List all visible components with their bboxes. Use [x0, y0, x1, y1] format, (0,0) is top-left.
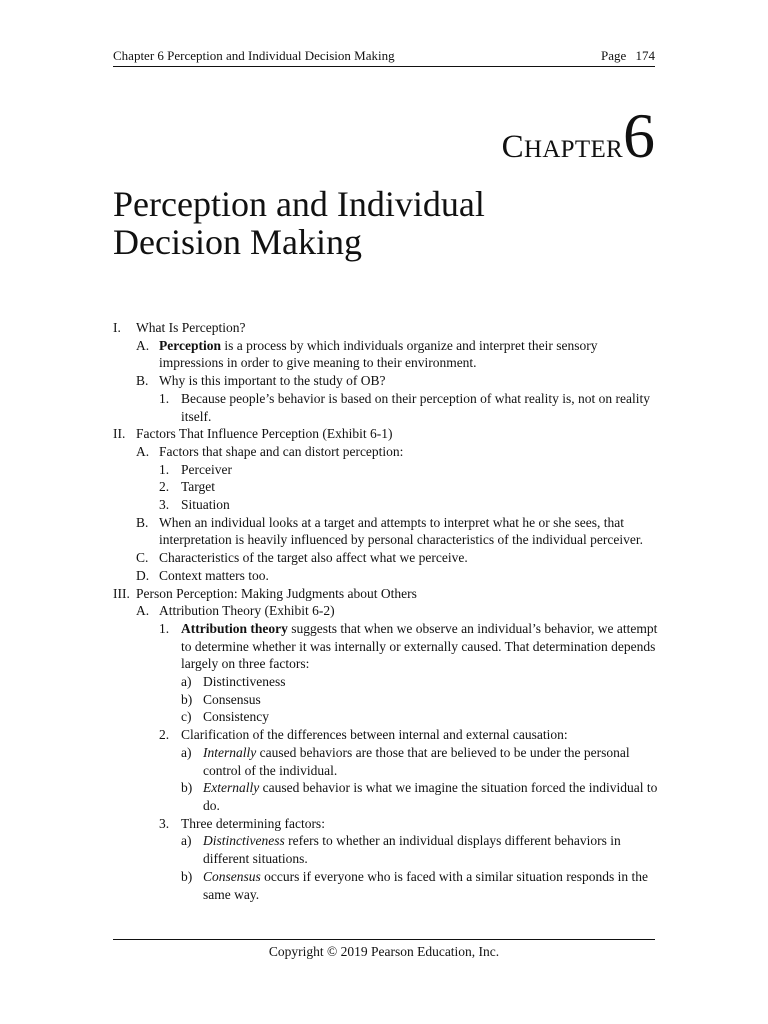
chapter-heading [501, 100, 655, 182]
chapter-number: 6 [623, 100, 655, 171]
item-text-rest: caused behaviors are those that are believed to be under the personal control of the individual. [203, 744, 630, 778]
outline-item-i-b-1 [113, 390, 658, 425]
outline-item-iii [113, 585, 658, 603]
item-label: II. [113, 426, 126, 442]
item-label: 3. [159, 815, 170, 831]
chapter-word-rest: HAPTER [523, 136, 623, 163]
chapter-word [501, 129, 623, 165]
outline-item-i-a [113, 337, 658, 372]
item-label: I. [113, 320, 121, 335]
outline-item-ii-d [113, 567, 658, 585]
item-text-rest: suggests that when we observe an individual’s behavior, we attempt to determine whether it was internally or externally caused. That determination depends largely on three factors: [181, 620, 658, 672]
item-label: 1. [159, 461, 170, 477]
header-page-number: 174 [635, 48, 655, 63]
item-label: 3. [159, 497, 170, 513]
item-label: C. [136, 550, 149, 566]
outline-item-ii [113, 425, 658, 443]
item-text: Person Perception: Making Judgments about Others [136, 585, 417, 601]
item-label: B. [136, 514, 149, 530]
item-label: b) [181, 868, 193, 884]
item-label: A. [136, 337, 150, 353]
outline-item-iii-a-3-b [113, 868, 658, 903]
item-label: 1. [159, 390, 170, 406]
outline-item-ii-a-3 [113, 496, 658, 514]
item-text: Because people’s behavior is based on their perception of what reality is, not on reality itself. [181, 390, 650, 424]
item-text-rest: refers to whether an individual displays different behaviors in different situations. [203, 833, 621, 867]
item-text [203, 744, 658, 779]
item-text: Distinctiveness [203, 674, 286, 690]
title-line-1: Perception and Individual [113, 184, 485, 224]
outline-item-ii-c [113, 549, 658, 567]
outline-item-iii-a-3-a [113, 832, 658, 867]
item-text-rest: occurs if everyone who is faced with a similar situation responds in the same way. [203, 868, 649, 902]
outline-item-iii-a-1-a [113, 673, 658, 691]
item-text: Consensus [203, 691, 261, 707]
header-page-label: Page [600, 48, 627, 63]
outline-item-iii-a-2-a [113, 744, 658, 779]
outline-item-i [113, 319, 658, 337]
item-text [159, 337, 658, 372]
item-text: Perceiver [181, 461, 232, 477]
term-distinctiveness: Distinctiveness [203, 833, 285, 849]
item-label: c) [181, 709, 192, 725]
chapter-word-initial: C [501, 129, 524, 165]
outline-item-ii-a-1 [113, 461, 658, 479]
outline-item-iii-a-1-b [113, 691, 658, 709]
item-label: b) [181, 691, 193, 707]
item-text: What Is Perception? [136, 320, 246, 335]
item-text: Characteristics of the target also affect what we perceive. [159, 550, 468, 566]
item-label: A. [136, 603, 150, 619]
item-label: III. [113, 585, 130, 601]
item-label: A. [136, 443, 150, 459]
outline-item-iii-a-2-b [113, 779, 658, 814]
copyright-text: Copyright © 2019 Pearson Education, Inc. [268, 944, 500, 959]
item-text: Three determining factors: [181, 815, 325, 831]
header-chapter-title: Chapter 6 Perception and Individual Decision Making [113, 48, 395, 63]
term-internally: Internally [203, 744, 257, 760]
item-label: a) [181, 833, 192, 849]
item-text: Factors That Influence Perception (Exhibit 6-1) [136, 426, 393, 442]
item-text: Factors that shape and can distort perception: [159, 443, 404, 459]
outline-item-iii-a-3 [113, 815, 658, 833]
item-label: a) [181, 744, 192, 760]
item-text: Situation [181, 497, 230, 513]
item-text-rest: caused behavior is what we imagine the situation forced the individual to do. [203, 780, 658, 813]
item-label: D. [136, 567, 150, 583]
outline-item-i-b [113, 372, 658, 390]
item-label: b) [181, 780, 193, 796]
header-page-info [601, 48, 655, 64]
item-text [203, 779, 658, 814]
running-header [113, 47, 655, 67]
item-text [203, 832, 658, 867]
outline [113, 319, 658, 903]
outline-item-iii-a-2 [113, 726, 658, 744]
outline-item-iii-a-1-c [113, 708, 658, 726]
title-line-2: Decision Making [113, 222, 362, 262]
page-title [113, 185, 485, 261]
item-label: 2. [159, 727, 170, 743]
item-text: When an individual looks at a target and attempts to interpret what he or she sees, that interpretation is heavily influenced by personal characteristics of the individual perceiver. [159, 514, 643, 548]
outline-item-ii-a [113, 443, 658, 461]
item-text [181, 620, 658, 673]
item-text: Target [181, 479, 216, 495]
item-text: Why is this important to the study of OB? [159, 373, 386, 389]
item-text: Attribution Theory (Exhibit 6-2) [159, 603, 335, 619]
item-label: a) [181, 674, 192, 690]
outline-item-ii-b [113, 514, 658, 549]
term-attribution-theory: Attribution theory [181, 620, 288, 636]
item-label: 2. [159, 479, 170, 495]
item-text: Context matters too. [159, 567, 269, 583]
outline-item-ii-a-2 [113, 478, 658, 496]
outline-item-iii-a [113, 602, 658, 620]
item-label: B. [136, 373, 149, 389]
page-footer [113, 939, 655, 960]
item-text: Clarification of the differences between internal and external causation: [181, 727, 568, 743]
item-label: 1. [159, 620, 170, 636]
item-text: Consistency [203, 709, 269, 725]
term-perception: Perception [159, 337, 221, 353]
item-text-rest: is a process by which individuals organize and interpret their sensory impressions in order to give meaning to their environment. [159, 337, 598, 371]
item-text [203, 868, 658, 903]
term-externally: Externally [203, 780, 260, 796]
term-consensus: Consensus [203, 868, 261, 884]
outline-item-iii-a-1 [113, 620, 658, 673]
